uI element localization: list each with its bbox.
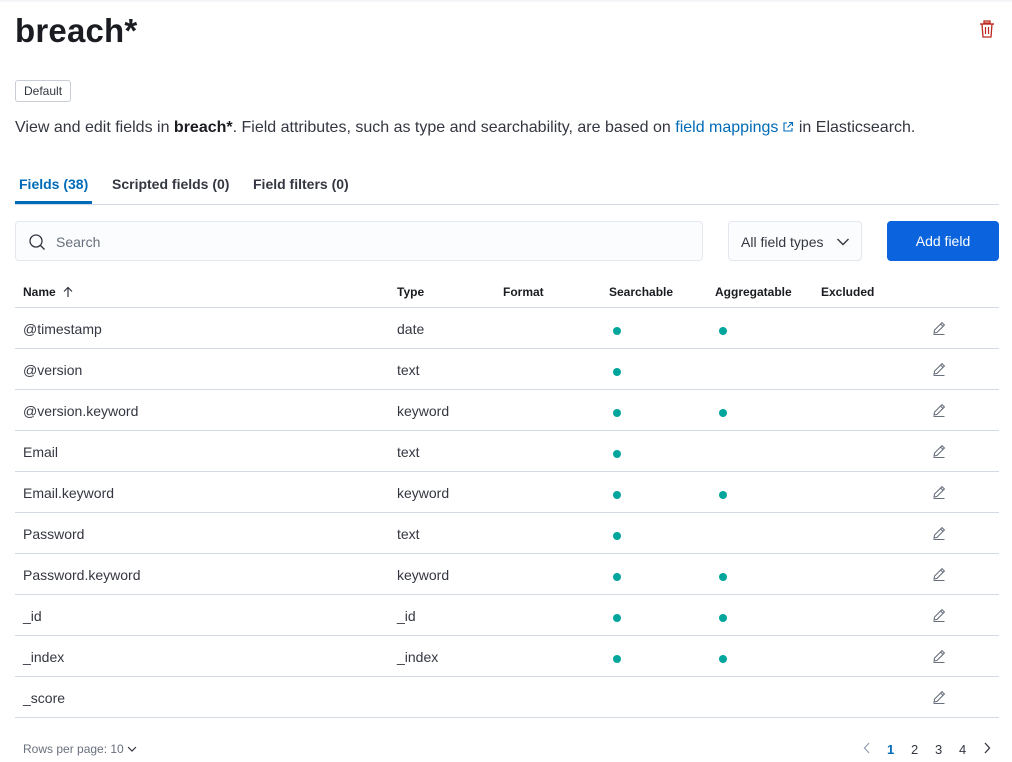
aggregatable-indicator: [719, 655, 727, 663]
description-middle: . Field attributes, such as type and searchability, are based on: [232, 119, 676, 136]
field-name: _id: [23, 608, 42, 624]
searchable-indicator: [613, 450, 621, 458]
field-name: Password: [23, 526, 85, 542]
table-row: [15, 554, 999, 595]
edit-field-button[interactable]: [931, 566, 947, 582]
field-type-select-value: All field types: [741, 234, 824, 250]
field-type: _id: [397, 608, 416, 624]
column-type-header[interactable]: Type: [397, 285, 425, 299]
pencil-icon: [931, 566, 947, 582]
chevron-down-icon: [836, 237, 850, 247]
field-type: keyword: [397, 485, 450, 501]
searchable-indicator: [613, 368, 621, 376]
pagination-next-button[interactable]: [983, 742, 991, 757]
field-name: _index: [23, 649, 65, 665]
aggregatable-indicator: [719, 573, 727, 581]
tab-fields[interactable]: Fields (38): [15, 168, 92, 204]
column-searchable-header[interactable]: Searchable: [609, 285, 674, 299]
pagination-page-4[interactable]: 4: [959, 742, 967, 757]
column-name-header[interactable]: [23, 285, 74, 299]
pencil-icon: [931, 689, 947, 705]
table-row: [15, 513, 999, 554]
pencil-icon: [931, 648, 947, 664]
field-type: keyword: [397, 403, 450, 419]
field-name: @version: [23, 362, 83, 378]
pagination-page-3[interactable]: 3: [935, 742, 943, 757]
pencil-icon: [931, 607, 947, 623]
default-badge: Default: [15, 80, 71, 102]
table-row: [15, 390, 999, 431]
column-aggregatable-header[interactable]: Aggregatable: [715, 285, 792, 299]
aggregatable-indicator: [719, 327, 727, 335]
table-footer: [15, 742, 999, 762]
description-pattern: breach*: [173, 119, 233, 136]
edit-field-button[interactable]: [931, 402, 947, 418]
edit-field-button[interactable]: [931, 443, 947, 459]
page-description: [15, 119, 915, 137]
pencil-icon: [931, 525, 947, 541]
pagination-prev-button[interactable]: [863, 742, 871, 757]
table-row: [15, 431, 999, 472]
pencil-icon: [931, 402, 947, 418]
field-mappings-link-text: field mappings: [675, 119, 779, 136]
edit-field-button[interactable]: [931, 361, 947, 377]
rows-per-page-label: Rows per page: 10: [23, 742, 124, 756]
delete-index-pattern-button[interactable]: [977, 19, 997, 39]
table-row: [15, 472, 999, 513]
sort-ascending-icon: [62, 286, 74, 298]
edit-field-button[interactable]: [931, 525, 947, 541]
page-title: breach*: [15, 12, 138, 49]
aggregatable-indicator: [719, 491, 727, 499]
tab-field-filters[interactable]: Field filters (0): [253, 176, 349, 192]
table-row: [15, 349, 999, 390]
pencil-icon: [931, 320, 947, 336]
field-name: Email: [23, 444, 59, 460]
table-row: [15, 595, 999, 636]
searchable-indicator: [613, 614, 621, 622]
searchable-indicator: [613, 532, 621, 540]
pagination-page-2[interactable]: 2: [911, 742, 919, 757]
trash-icon: [977, 19, 997, 39]
field-name: Password.keyword: [23, 567, 141, 583]
field-type: date: [397, 321, 425, 337]
pencil-icon: [931, 361, 947, 377]
table-row: [15, 636, 999, 677]
field-type: keyword: [397, 567, 450, 583]
chevron-right-icon: [983, 742, 991, 754]
rows-per-page-button[interactable]: [23, 742, 137, 756]
edit-field-button[interactable]: [931, 484, 947, 500]
top-shadow: [0, 0, 1012, 3]
table-row: [15, 677, 999, 718]
edit-field-button[interactable]: [931, 607, 947, 623]
aggregatable-indicator: [719, 409, 727, 417]
field-name: _score: [23, 690, 66, 706]
table-header: [15, 279, 999, 308]
search-box: [15, 221, 703, 261]
pencil-icon: [931, 484, 947, 500]
column-format-header[interactable]: Format: [503, 285, 544, 299]
pagination-page-1[interactable]: 1: [887, 742, 895, 757]
edit-field-button[interactable]: [931, 320, 947, 336]
pencil-icon: [931, 443, 947, 459]
field-type: text: [397, 526, 420, 542]
table-row: [15, 308, 999, 349]
tab-scripted-fields[interactable]: Scripted fields (0): [112, 176, 230, 192]
chevron-down-icon: [127, 745, 137, 753]
searchable-indicator: [613, 491, 621, 499]
chevron-left-icon: [863, 742, 871, 754]
field-name: @version.keyword: [23, 403, 139, 419]
edit-field-button[interactable]: [931, 648, 947, 664]
tabs-bar: [15, 168, 999, 205]
column-name-label: Name: [23, 285, 56, 299]
edit-field-button[interactable]: [931, 689, 947, 705]
field-type-select[interactable]: [728, 221, 862, 261]
search-icon: [28, 233, 46, 251]
searchable-indicator: [613, 409, 621, 417]
description-suffix: in Elasticsearch.: [794, 119, 916, 136]
field-type: _index: [397, 649, 439, 665]
external-link-icon: [782, 121, 794, 133]
searchable-indicator: [613, 327, 621, 335]
searchable-indicator: [613, 573, 621, 581]
search-input[interactable]: [54, 222, 698, 262]
field-type: text: [397, 444, 420, 460]
column-excluded-header[interactable]: Excluded: [821, 285, 875, 299]
field-name: Email.keyword: [23, 485, 115, 501]
field-type: text: [397, 362, 420, 378]
searchable-indicator: [613, 655, 621, 663]
aggregatable-indicator: [719, 614, 727, 622]
add-field-button[interactable]: Add field: [887, 221, 999, 261]
description-prefix: View and edit fields in: [15, 119, 174, 136]
field-name: @timestamp: [23, 321, 102, 337]
field-mappings-link[interactable]: [675, 119, 794, 136]
